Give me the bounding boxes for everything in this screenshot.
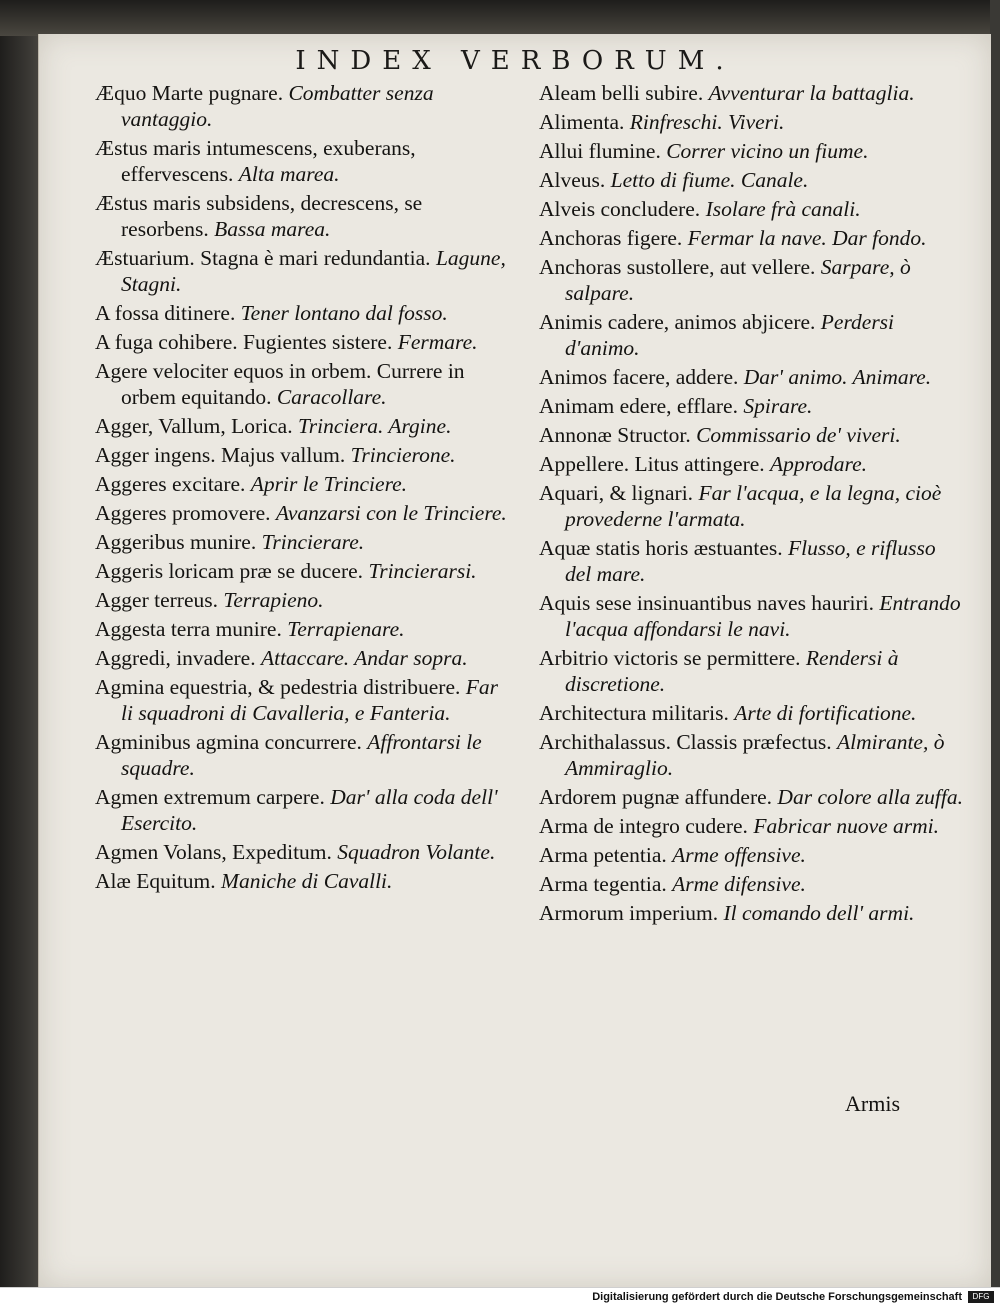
- latin-term: Armorum imperium.: [539, 901, 719, 925]
- latin-term: Alimenta.: [539, 110, 625, 134]
- index-entry: [95, 442, 515, 468]
- index-entry: [539, 422, 964, 448]
- latin-term: Agger ingens. Majus vallum.: [95, 443, 346, 467]
- index-entry: [539, 364, 964, 390]
- index-entry: [539, 109, 964, 135]
- index-entry: [539, 535, 964, 587]
- italian-translation: Arte di fortificatione.: [734, 701, 917, 725]
- latin-term: Æstus maris intumescens, exuberans, effervescens.: [95, 136, 416, 186]
- dfg-logo: DFG: [968, 1291, 994, 1303]
- index-entry: [95, 674, 515, 726]
- index-entry: [95, 529, 515, 555]
- italian-translation: Tener lontano dal fosso.: [240, 301, 448, 325]
- italian-translation: Caracollare.: [276, 385, 387, 409]
- index-entry: [95, 413, 515, 439]
- latin-term: Agger terreus.: [95, 588, 218, 612]
- latin-term: Arma tegentia.: [539, 872, 667, 896]
- latin-term: Aquis sese insinuantibus naves hauriri.: [539, 591, 874, 615]
- italian-translation: Rinfreschi. Viveri.: [629, 110, 785, 134]
- italian-translation: Approdare.: [770, 452, 867, 476]
- latin-term: Aquari, & lignari.: [539, 481, 694, 505]
- italian-translation: Combatter senza vantaggio.: [121, 81, 434, 131]
- catchword: Armis: [845, 1091, 900, 1116]
- latin-term: Aggredi, invadere.: [95, 646, 256, 670]
- italian-translation: Trinciera. Argine.: [297, 414, 452, 438]
- latin-term: Agmina equestria, & pedestria distribuere.: [95, 675, 461, 699]
- latin-term: Agmen extremum carpere.: [95, 785, 325, 809]
- latin-term: Aquæ statis horis æstuantes.: [539, 536, 783, 560]
- index-entry: [95, 500, 515, 526]
- index-entry: [539, 225, 964, 251]
- italian-translation: Fermare.: [397, 330, 478, 354]
- index-entry: [539, 813, 964, 839]
- italian-translation: Terrapienare.: [287, 617, 405, 641]
- index-entry: [539, 590, 964, 642]
- italian-translation: Isolare frà canali.: [705, 197, 861, 221]
- italian-translation: Far li squadroni di Cavalleria, e Fanteria.: [121, 675, 499, 725]
- latin-term: Animis cadere, animos abjicere.: [539, 310, 816, 334]
- latin-term: Agminibus agmina concurrere.: [95, 730, 362, 754]
- italian-translation: Sarpare, ò salpare.: [565, 255, 911, 305]
- latin-term: Aggeres promovere.: [95, 501, 271, 525]
- index-entry: [539, 871, 964, 897]
- latin-term: Animam edere, efflare.: [539, 394, 738, 418]
- latin-term: Alæ Equitum.: [95, 869, 216, 893]
- index-entry: [95, 358, 515, 410]
- italian-translation: Perdersi d'animo.: [565, 310, 895, 360]
- index-entry: [539, 196, 964, 222]
- index-entry: [95, 868, 515, 894]
- latin-term: Æstuarium. Stagna è mari redundantia.: [95, 246, 431, 270]
- latin-term: Agger, Vallum, Lorica.: [95, 414, 293, 438]
- index-entry: [95, 190, 515, 242]
- latin-term: Aggeres excitare.: [95, 472, 246, 496]
- latin-term: Annonæ Structor.: [539, 423, 691, 447]
- latin-term: Arma de integro cudere.: [539, 814, 748, 838]
- italian-translation: Letto di fiume. Canale.: [610, 168, 809, 192]
- italian-translation: Fermar la nave. Dar fondo.: [687, 226, 927, 250]
- italian-translation: Almirante, ò Ammiraglio.: [565, 730, 945, 780]
- italian-translation: Bassa marea.: [214, 217, 331, 241]
- index-entry: [539, 254, 964, 306]
- latin-term: Arma petentia.: [539, 843, 667, 867]
- index-entry: [539, 480, 964, 532]
- scan-right-margin: [990, 0, 1000, 1290]
- italian-translation: Dar' alla coda dell' Esercito.: [121, 785, 498, 835]
- index-entry: [95, 784, 515, 836]
- italian-translation: Attaccare. Andar sopra.: [260, 646, 468, 670]
- index-entry: [95, 329, 515, 355]
- latin-term: Aggeribus munire.: [95, 530, 257, 554]
- index-entry: [95, 558, 515, 584]
- index-entry: [539, 393, 964, 419]
- italian-translation: Fabricar nuove armi.: [753, 814, 940, 838]
- index-entry: [95, 80, 515, 132]
- scan-top-margin: [0, 0, 1000, 36]
- italian-translation: Terrapieno.: [223, 588, 324, 612]
- latin-term: Architectura militaris.: [539, 701, 729, 725]
- latin-term: Allui flumine.: [539, 139, 661, 163]
- latin-term: Agere velociter equos in orbem. Currere in orbem equitando.: [95, 359, 465, 409]
- index-entry: [95, 839, 515, 865]
- footer-credit: Digitalisierung gefördert durch die Deutsche Forschungsgemeinschaft: [592, 1291, 962, 1303]
- index-entry: [539, 900, 964, 926]
- index-entry: [95, 135, 515, 187]
- latin-term: Æquo Marte pugnare.: [95, 81, 284, 105]
- right-column: [539, 80, 964, 929]
- italian-translation: Affrontarsi le squadre.: [121, 730, 482, 780]
- latin-term: Aleam belli subire.: [539, 81, 704, 105]
- index-entry: [539, 167, 964, 193]
- index-entry: [539, 700, 964, 726]
- index-entry: [539, 138, 964, 164]
- latin-term: Animos facere, addere.: [539, 365, 739, 389]
- italian-translation: Entrando l'acqua affondarsi le navi.: [565, 591, 961, 641]
- latin-term: Aggesta terra munire.: [95, 617, 282, 641]
- italian-translation: Arme difensive.: [672, 872, 806, 896]
- latin-term: Appellere. Litus attingere.: [539, 452, 765, 476]
- italian-translation: Aprir le Trinciere.: [250, 472, 408, 496]
- digitization-footer: [0, 1287, 1000, 1307]
- index-entry: [95, 645, 515, 671]
- index-entry: [539, 80, 964, 106]
- italian-translation: Dar colore alla zuffa.: [777, 785, 963, 809]
- italian-translation: Flusso, e riflusso del mare.: [565, 536, 936, 586]
- italian-translation: Dar' animo. Animare.: [743, 365, 932, 389]
- latin-term: Æstus maris subsidens, decrescens, se resorbens.: [95, 191, 423, 241]
- italian-translation: Lagune, Stagni.: [121, 246, 506, 296]
- italian-translation: Maniche di Cavalli.: [221, 869, 393, 893]
- index-entry: [539, 645, 964, 697]
- italian-translation: Trincierone.: [350, 443, 456, 467]
- italian-translation: Alta marea.: [238, 162, 340, 186]
- latin-term: Aggeris loricam præ se ducere.: [95, 559, 364, 583]
- latin-term: A fossa ditinere.: [95, 301, 236, 325]
- page-header: INDEX VERBORUM.: [295, 46, 735, 76]
- index-entry: [95, 587, 515, 613]
- latin-term: Anchoras figere.: [539, 226, 683, 250]
- index-entry: [539, 842, 964, 868]
- italian-translation: Trincierarsi.: [368, 559, 477, 583]
- index-entry: [95, 300, 515, 326]
- index-entry: [539, 729, 964, 781]
- latin-term: Agmen Volans, Expeditum.: [95, 840, 332, 864]
- italian-translation: Commissario de' viveri.: [696, 423, 901, 447]
- index-entry: [539, 451, 964, 477]
- index-entry: [95, 245, 515, 297]
- italian-translation: Arme offensive.: [672, 843, 806, 867]
- italian-translation: Avventurar la battaglia.: [708, 81, 915, 105]
- italian-translation: Rendersi à discretione.: [565, 646, 899, 696]
- latin-term: Alveis concludere.: [539, 197, 701, 221]
- latin-term: Archithalassus. Classis præfectus.: [539, 730, 832, 754]
- latin-term: Arbitrio victoris se permittere.: [539, 646, 801, 670]
- italian-translation: Avanzarsi con le Trinciere.: [275, 501, 507, 525]
- left-column: [95, 80, 515, 897]
- latin-term: Ardorem pugnæ affundere.: [539, 785, 773, 809]
- italian-translation: Squadron Volante.: [337, 840, 496, 864]
- index-entry: [539, 784, 964, 810]
- latin-term: Alveus.: [539, 168, 606, 192]
- latin-term: Anchoras sustollere, aut vellere.: [539, 255, 816, 279]
- italian-translation: Il comando dell' armi.: [723, 901, 915, 925]
- index-entry: [95, 471, 515, 497]
- italian-translation: Spirare.: [743, 394, 813, 418]
- index-entry: [95, 616, 515, 642]
- index-entry: [95, 729, 515, 781]
- italian-translation: Far l'acqua, e la legna, cioè provederne l'armata.: [565, 481, 942, 531]
- latin-term: A fuga cohibere. Fugientes sistere.: [95, 330, 393, 354]
- italian-translation: Trincierare.: [261, 530, 365, 554]
- index-entry: [539, 309, 964, 361]
- italian-translation: Correr vicino un fiume.: [666, 139, 869, 163]
